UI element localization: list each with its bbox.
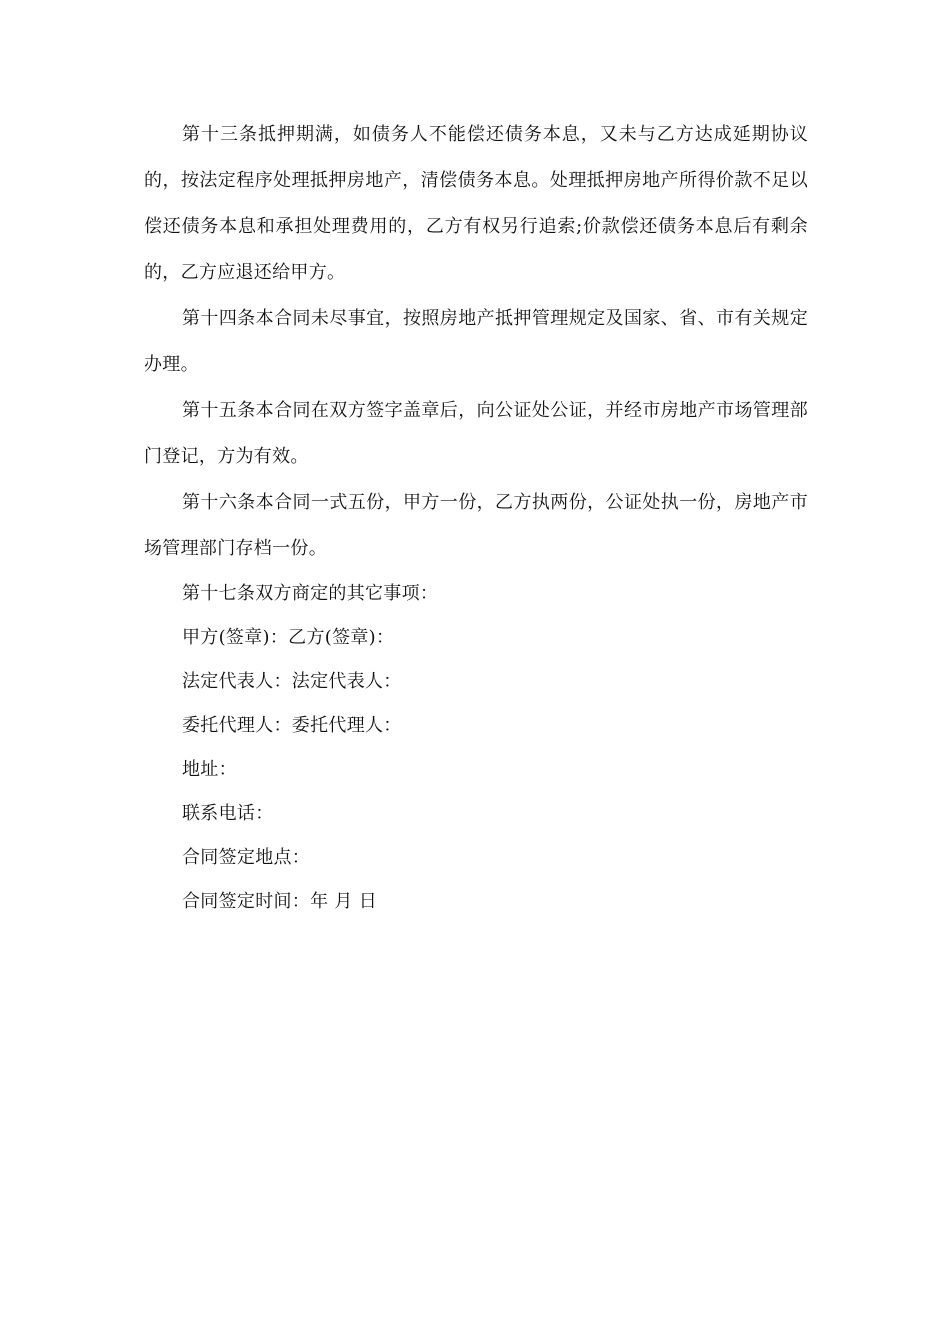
document-page	[144, 112, 808, 924]
legal-representative-line: 法定代表人：法定代表人：	[182, 671, 402, 692]
clause-17: 第十七条双方商定的其它事项：	[182, 583, 439, 604]
phone-line: 联系电话：	[182, 803, 274, 824]
authorized-agent-line: 委托代理人：委托代理人：	[182, 715, 402, 736]
clause-16: 第十六条本合同一式五份，甲方一份，乙方执两份，公证处执一份，房地产市场管理部门存档一份。	[144, 492, 808, 559]
clause-15: 第十五条本合同在双方签字盖章后，向公证处公证，并经市房地产市场管理部门登记，方为有效。	[144, 400, 808, 467]
signing-place-line: 合同签定地点：	[182, 847, 311, 868]
clause-13: 第十三条抵押期满，如债务人不能偿还债务本息，又未与乙方达成延期协议的，按法定程序处理抵押房地产，清偿债务本息。处理抵押房地产所得价款不足以偿还债务本息和承担处理费用的，乙方有权另行追索;价款偿还债务本息后有剩余的，乙方应退还给甲方。	[144, 124, 808, 283]
clause-14: 第十四条本合同未尽事宜，按照房地产抵押管理规定及国家、省、市有关规定办理。	[144, 308, 808, 375]
address-line: 地址：	[182, 759, 237, 780]
signature-party-line: 甲方(签章)：乙方(签章)：	[182, 627, 395, 648]
signing-date-line: 合同签定时间：年 月 日	[182, 891, 378, 912]
